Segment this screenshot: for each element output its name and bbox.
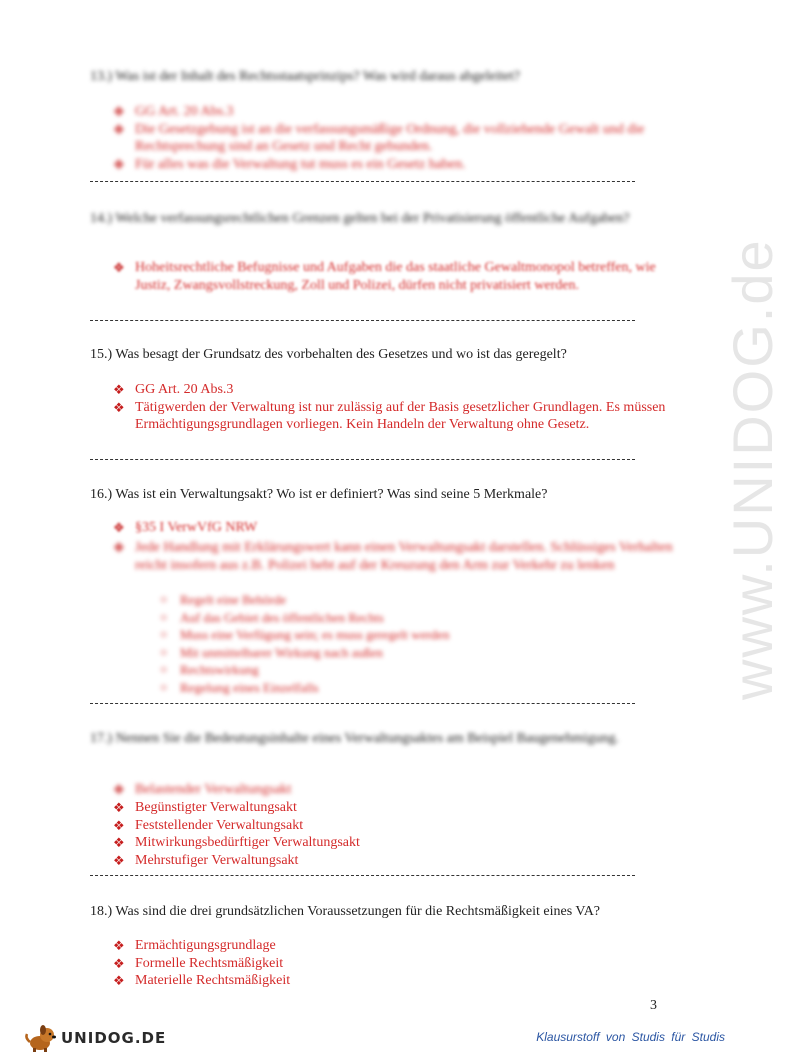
diamond-bullet-icon: ❖ [113, 800, 125, 815]
answer-list-17-blurred [113, 781, 673, 799]
question-16: 16.) Was ist ein Verwaltungsakt? Wo ist er definiert? Was sind seine 5 Merkmale? [90, 487, 548, 502]
list-item: ○ Regelt eine Behörde [160, 592, 287, 607]
dashed-separator [90, 459, 635, 460]
dashed-separator [90, 320, 635, 321]
question-13: 13.) Was ist der Inhalt des Rechtsstaatsprinzips? Was wird daraus abgeleitet? [90, 69, 520, 84]
question-14: 14.) Welche verfassungsrechtlichen Grenzen gelten bei der Privatisierung öffentliche Aufgaben? [90, 211, 630, 226]
list-item: ○ Muss eine Verfügung sein; es muss geregelt werden [160, 627, 450, 642]
circle-bullet-icon: ○ [160, 662, 168, 676]
diamond-bullet-icon: ❖ [113, 399, 125, 415]
diamond-bullet-icon: ❖ [113, 121, 125, 137]
dashed-separator [90, 875, 635, 876]
list-item: ❖ Hoheitsrechtliche Befugnisse und Aufgaben die das staatliche Gewaltmonopol betreffen, wie Justiz, Zwangsvollstreckung, Zoll und Polizei, dürfen nicht privatisiert werden. [113, 260, 656, 293]
circle-bullet-icon: ○ [160, 592, 168, 606]
list-item: ❖ GG Art. 20 Abs.3 [113, 104, 234, 119]
watermark: www.UNIDOG.de [721, 238, 784, 700]
diamond-bullet-icon: ❖ [113, 835, 125, 850]
answer-list-16-b [113, 539, 673, 574]
diamond-bullet-icon: ❖ [113, 782, 125, 797]
diamond-bullet-icon: ❖ [113, 938, 125, 953]
diamond-bullet-icon: ❖ [113, 260, 125, 275]
diamond-bullet-icon: ❖ [113, 520, 125, 535]
list-item: ○ Mit unmittelbarer Wirkung nach außen [160, 644, 383, 660]
answer-list-15 [113, 381, 673, 434]
diamond-bullet-icon: ❖ [113, 382, 125, 397]
diamond-bullet-icon: ❖ [113, 955, 125, 971]
list-item: ❖ Feststellender Verwaltungsakt [113, 817, 304, 833]
list-item: ○ Rechtswirkung [160, 662, 259, 677]
dashed-separator [90, 181, 635, 182]
diamond-bullet-icon: ❖ [113, 973, 125, 988]
list-item: ❖ Die Gesetzgebung ist an die verfassungsmäßige Ordnung, die vollziehende Gewalt und die Rechtsprechung sind an Gesetz und Recht gebunden. [113, 121, 645, 154]
list-item: ❖ Für alles was die Verwaltung tut muss es ein Gesetz haben. [113, 156, 466, 172]
page-number: 3 [650, 998, 657, 1013]
list-item: ❖ Begünstigter Verwaltungsakt [113, 800, 297, 815]
diamond-bullet-icon: ❖ [113, 540, 125, 555]
diamond-bullet-icon: ❖ [113, 817, 125, 833]
answer-list-14 [113, 259, 673, 294]
diamond-bullet-icon: ❖ [113, 852, 125, 868]
question-15: 15.) Was besagt der Grundsatz des vorbehalten des Gesetzes und wo ist das geregelt? [90, 347, 567, 362]
list-item: ❖ Ermächtigungsgrundlage [113, 938, 276, 953]
circle-bullet-icon: ○ [160, 644, 168, 659]
dashed-separator [90, 703, 635, 704]
list-item: ❖ Mehrstufiger Verwaltungsakt [113, 852, 299, 868]
answer-list-16 [113, 519, 673, 537]
question-18: 18.) Was sind die drei grundsätzlichen Voraussetzungen für die Rechtsmäßigkeit eines VA? [90, 904, 601, 919]
list-item: ❖ Mitwirkungsbedürftiger Verwaltungsakt [113, 835, 360, 850]
diamond-bullet-icon: ❖ [113, 104, 125, 119]
circle-bullet-icon: ○ [160, 609, 168, 624]
diamond-bullet-icon: ❖ [113, 156, 125, 172]
circle-bullet-icon: ○ [160, 627, 168, 641]
answer-list-17 [113, 799, 673, 869]
answer-list-18 [113, 937, 673, 990]
answer-list-13 [113, 103, 673, 173]
footer [15, 1018, 735, 1052]
list-item: ❖ Tätigwerden der Verwaltung ist nur zulässig auf der Basis gesetzlicher Grundlagen. Es müssen Ermächtigungsgrundlagen vorliegen. Kein Handeln der Verwaltung ohne Gesetz. [113, 399, 666, 432]
list-item: ❖ GG Art. 20 Abs.3 [113, 382, 234, 397]
unidog-logo[interactable] [23, 1024, 166, 1052]
list-item: ❖ §35 I VerwVfG NRW [113, 520, 258, 535]
list-item: ❖ Belastender Verwaltungsakt [113, 782, 292, 797]
list-item: ❖ Materielle Rechtsmäßigkeit [113, 973, 291, 988]
question-17: 17.) Nennen Sie die Bedeutungsinhalte eines Verwaltungsaktes am Beispiel Baugenehmigung. [90, 731, 619, 746]
list-item: ○ Regelung eines Einzelfalls [160, 679, 319, 695]
circle-bullet-icon: ○ [160, 679, 168, 694]
list-item: ○ Auf das Gebiet des öffentlichen Rechts [160, 609, 384, 625]
footer-tagline: Klausurstoff von Studis für Studis [536, 1030, 725, 1044]
list-item: ❖ Jede Handlung mit Erklärungswert kann einen Verwaltungsakt darstellen. Schlüssiges Verhalten reicht insofern aus z.B. Polizei hebt auf der Kreuzung den Arm zur Verkehr zu lenken [113, 540, 673, 573]
sub-list-16 [160, 591, 640, 696]
dog-icon [23, 1024, 59, 1052]
logo-text: UNIDOG.DE [61, 1029, 167, 1047]
list-item: ❖ Formelle Rechtsmäßigkeit [113, 955, 284, 971]
